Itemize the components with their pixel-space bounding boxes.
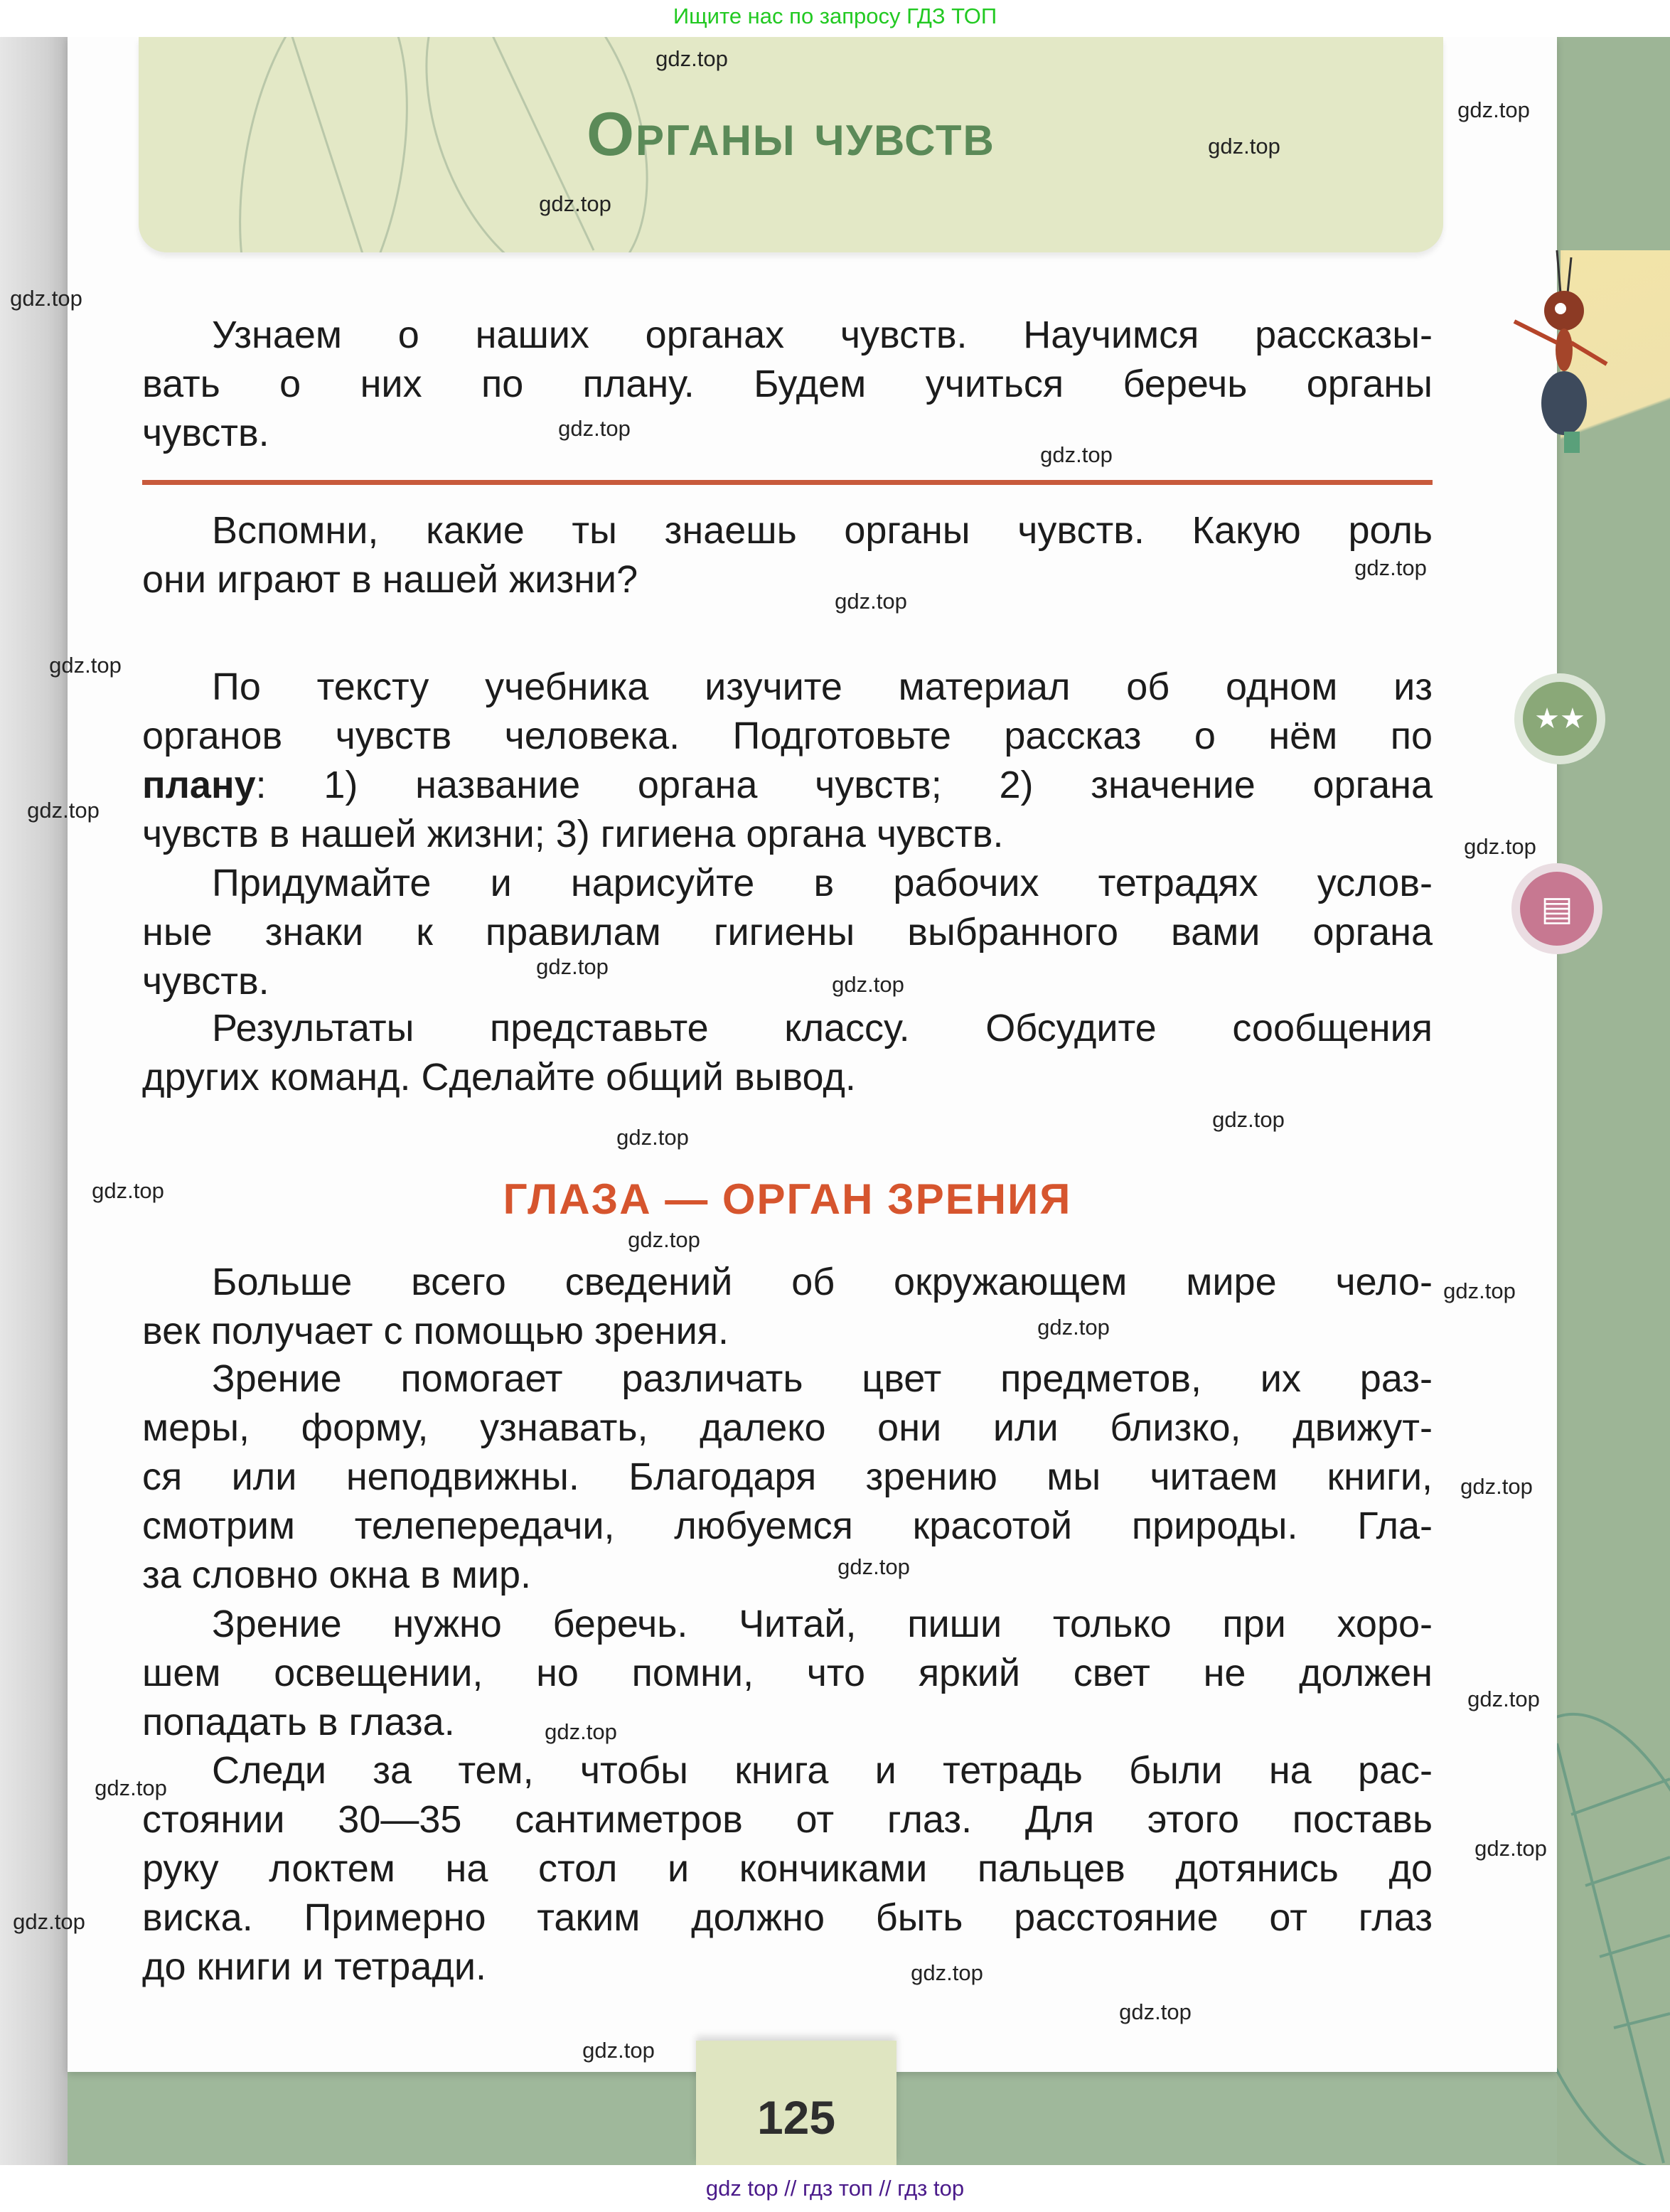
bold-term: плану bbox=[142, 764, 256, 806]
book-icon: ▤ bbox=[1520, 872, 1594, 946]
watermark: gdz.top bbox=[616, 1125, 689, 1150]
watermark: gdz.top bbox=[536, 954, 609, 979]
watermark: gdz.top bbox=[92, 1178, 164, 1203]
watermark: gdz.top bbox=[835, 589, 907, 614]
stars-badge[interactable] bbox=[1514, 673, 1605, 764]
text-line: Результаты представьте классу. Обсудите сообщения bbox=[212, 1007, 1433, 1049]
text-line: Больше всего сведений об окружающем мире чело- bbox=[212, 1261, 1433, 1303]
watermark: gdz.top bbox=[1464, 834, 1536, 859]
page-gutter bbox=[0, 37, 68, 2165]
text-line: Узнаем о наших органах чувств. Научимся рассказы- bbox=[212, 314, 1433, 356]
ant-illustration bbox=[1493, 243, 1621, 471]
watermark: gdz.top bbox=[95, 1775, 167, 1800]
watermark: gdz.top bbox=[1119, 1999, 1192, 2024]
text-line: По тексту учебника изучите материал об одном из bbox=[212, 666, 1433, 708]
body-paragraph bbox=[142, 1746, 1433, 1992]
text-line: чувств. bbox=[142, 412, 269, 454]
text-line: век получает с помощью зрения. bbox=[142, 1310, 729, 1352]
text-line: Зрение помогает различать цвет предметов, их раз- bbox=[212, 1357, 1433, 1400]
watermark: gdz.top bbox=[27, 798, 100, 823]
watermark: gdz.top bbox=[832, 972, 904, 997]
text-line: до книги и тетради. bbox=[142, 1945, 487, 1988]
section-heading: ГЛАЗА — ОРГАН ЗРЕНИЯ bbox=[503, 1175, 1072, 1223]
watermark: gdz.top bbox=[911, 1960, 983, 1985]
watermark: gdz.top bbox=[1467, 1687, 1540, 1711]
text-line: стоянии 30—35 сантиметров от глаз. Для этого поставь bbox=[142, 1798, 1433, 1841]
watermark: gdz.top bbox=[10, 286, 82, 311]
task-paragraph bbox=[142, 1004, 1433, 1102]
watermark: gdz.top bbox=[558, 416, 631, 441]
footer-links[interactable]: gdz top // гдз топ // гдз top bbox=[0, 2165, 1670, 2209]
text-line: Вспомни, какие ты знаешь органы чувств. Какую роль bbox=[212, 509, 1433, 552]
text-line: смотрим телепередачи, любуемся красотой природы. Гла- bbox=[142, 1505, 1433, 1547]
watermark: gdz.top bbox=[1460, 1474, 1533, 1499]
task-paragraph bbox=[142, 859, 1433, 1006]
text-line: виска. Примерно таким должно быть расстояние от глаз bbox=[142, 1896, 1433, 1939]
task-paragraph bbox=[142, 663, 1433, 859]
body-paragraph bbox=[142, 1355, 1433, 1600]
watermark: gdz.top bbox=[1212, 1107, 1285, 1132]
watermark: gdz.top bbox=[545, 1719, 617, 1744]
watermark: gdz.top bbox=[539, 191, 611, 216]
watermark: gdz.top bbox=[1208, 134, 1280, 159]
intro-paragraph bbox=[142, 311, 1433, 458]
page-number-tab bbox=[696, 2041, 896, 2165]
watermark: gdz.top bbox=[582, 2038, 655, 2063]
text-line: чувств в нашей жизни; 3) гигиена органа чувств. bbox=[142, 813, 1004, 855]
text-line: Следи за тем, чтобы книга и тетрадь были на рас- bbox=[212, 1749, 1433, 1792]
page-title: Органы чувств bbox=[587, 100, 995, 169]
watermark: gdz.top bbox=[655, 46, 728, 71]
watermark: gdz.top bbox=[837, 1554, 910, 1579]
watermark: gdz.top bbox=[1037, 1315, 1110, 1340]
text-line: Зрение нужно беречь. Читай, пиши только при хоро- bbox=[212, 1603, 1433, 1645]
page-number: 125 bbox=[756, 2091, 836, 2144]
watermark: gdz.top bbox=[1443, 1278, 1516, 1303]
text-line: руку локтем на стол и кончиками пальцев дотянись до bbox=[142, 1847, 1433, 1890]
body-paragraph bbox=[142, 1600, 1433, 1747]
watermark: gdz.top bbox=[1457, 97, 1530, 122]
watermark: gdz.top bbox=[628, 1227, 700, 1252]
text-segment: : 1) название органа чувств; 2) значение органа bbox=[255, 764, 1433, 806]
body-paragraph bbox=[142, 1258, 1433, 1356]
text-line: за словно окна в мир. bbox=[142, 1554, 532, 1596]
watermark: gdz.top bbox=[1040, 442, 1113, 467]
text-line bbox=[142, 761, 1433, 810]
book-badge[interactable] bbox=[1511, 863, 1602, 954]
text-line: чувств. bbox=[142, 960, 269, 1003]
section-divider bbox=[142, 480, 1433, 485]
text-line: ные знаки к правилам гигиены выбранного вами органа bbox=[142, 911, 1433, 953]
watermark: gdz.top bbox=[49, 653, 122, 678]
watermark: gdz.top bbox=[13, 1909, 85, 1934]
text-line: меры, форму, узнавать, далеко они или близко, движут- bbox=[142, 1406, 1433, 1449]
text-line: органов чувств человека. Подготовьте рассказ о нём по bbox=[142, 715, 1433, 757]
question-paragraph bbox=[142, 506, 1433, 604]
search-banner[interactable]: Ищите нас по запросу ГДЗ ТОП bbox=[673, 4, 997, 28]
text-line: ся или неподвижны. Благодаря зрению мы читаем книги, bbox=[142, 1455, 1433, 1498]
text-line: Придумайте и нарисуйте в рабочих тетрадях услов- bbox=[212, 862, 1433, 904]
text-line: они играют в нашей жизни? bbox=[142, 558, 638, 601]
text-line: попадать в глаза. bbox=[142, 1701, 455, 1743]
watermark: gdz.top bbox=[1474, 1836, 1547, 1861]
stars-icon: ★★ bbox=[1523, 682, 1597, 756]
text-line: вать о них по плану. Будем учиться беречь органы bbox=[142, 363, 1433, 405]
watermark: gdz.top bbox=[1354, 555, 1427, 580]
text-line: шем освещении, но помни, что яркий свет не должен bbox=[142, 1652, 1433, 1694]
text-line: других команд. Сделайте общий вывод. bbox=[142, 1056, 856, 1099]
